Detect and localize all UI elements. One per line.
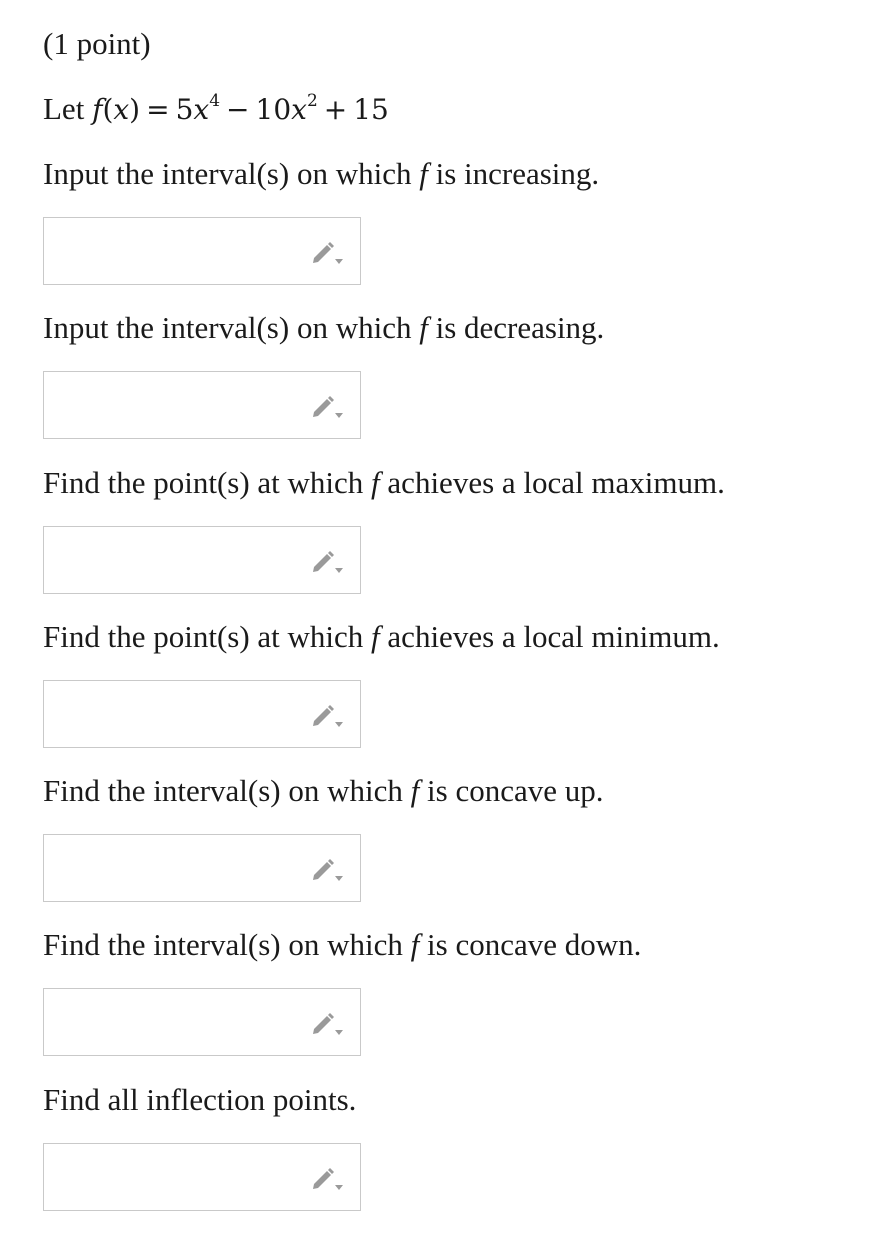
question-local-minimum (43, 617, 720, 657)
left-paren: ( (102, 93, 114, 126)
question-text-end: is decreasing. (427, 310, 605, 345)
question-text: Find the interval(s) on which (43, 927, 411, 962)
answer-input-increasing[interactable] (43, 217, 361, 285)
equals-sign: = (146, 93, 170, 126)
function-symbol: f (371, 465, 380, 500)
question-text-end: is concave down. (419, 927, 642, 962)
pencil-dropdown-icon[interactable] (310, 703, 344, 729)
term2-variable: x (291, 93, 307, 126)
term2-coefficient: 10 (255, 93, 292, 126)
answer-input-inflection-points[interactable] (43, 1143, 361, 1211)
function-symbol: f (410, 773, 420, 808)
function-symbol: f (410, 927, 420, 962)
function-symbol: f (419, 156, 428, 191)
pencil-dropdown-icon[interactable] (310, 1166, 344, 1192)
answer-input-local-maximum[interactable] (43, 526, 361, 594)
answer-input-decreasing[interactable] (43, 371, 361, 439)
function-variable: x (113, 93, 130, 126)
points-label: (1 point) (43, 26, 151, 61)
right-paren: ) (129, 93, 141, 126)
function-symbol: f (419, 310, 428, 345)
question-text: Find the interval(s) on which (43, 773, 411, 808)
answer-input-concave-down[interactable] (43, 988, 361, 1056)
question-text-end: is increasing. (427, 156, 600, 191)
question-inflection-points (43, 1080, 356, 1120)
function-symbol: f (371, 619, 380, 654)
function-name: f (92, 93, 103, 126)
term2-exponent: 2 (306, 91, 318, 111)
term1-exponent: 4 (209, 91, 221, 111)
question-text: Find the point(s) at which (43, 619, 372, 654)
question-text: Find all inflection points. (43, 1082, 357, 1117)
function-expression (92, 93, 389, 126)
question-concave-up (43, 771, 603, 811)
function-statement (43, 89, 389, 130)
question-text: Find the point(s) at which (43, 465, 372, 500)
question-text-end: achieves a local maximum. (379, 465, 725, 500)
pencil-dropdown-icon[interactable] (310, 549, 344, 575)
question-concave-down (43, 925, 641, 965)
question-text: Input the interval(s) on which (43, 156, 420, 191)
question-local-maximum (43, 463, 725, 503)
answer-input-local-minimum[interactable] (43, 680, 361, 748)
pencil-dropdown-icon[interactable] (310, 394, 344, 420)
minus-sign: − (226, 93, 250, 126)
term1-coefficient: 5 (175, 93, 194, 126)
pencil-dropdown-icon[interactable] (310, 1011, 344, 1037)
plus-sign: + (323, 93, 348, 126)
question-text: Input the interval(s) on which (43, 310, 420, 345)
term1-variable: x (193, 93, 210, 126)
answer-input-concave-up[interactable] (43, 834, 361, 902)
question-text-end: achieves a local minimum. (379, 619, 720, 654)
pencil-dropdown-icon[interactable] (310, 857, 344, 883)
question-text-end: is concave up. (419, 773, 604, 808)
let-word: Let (43, 91, 85, 126)
pencil-dropdown-icon[interactable] (310, 240, 344, 266)
question-increasing (43, 154, 599, 194)
question-decreasing (43, 308, 604, 348)
constant-term: 15 (353, 93, 389, 126)
